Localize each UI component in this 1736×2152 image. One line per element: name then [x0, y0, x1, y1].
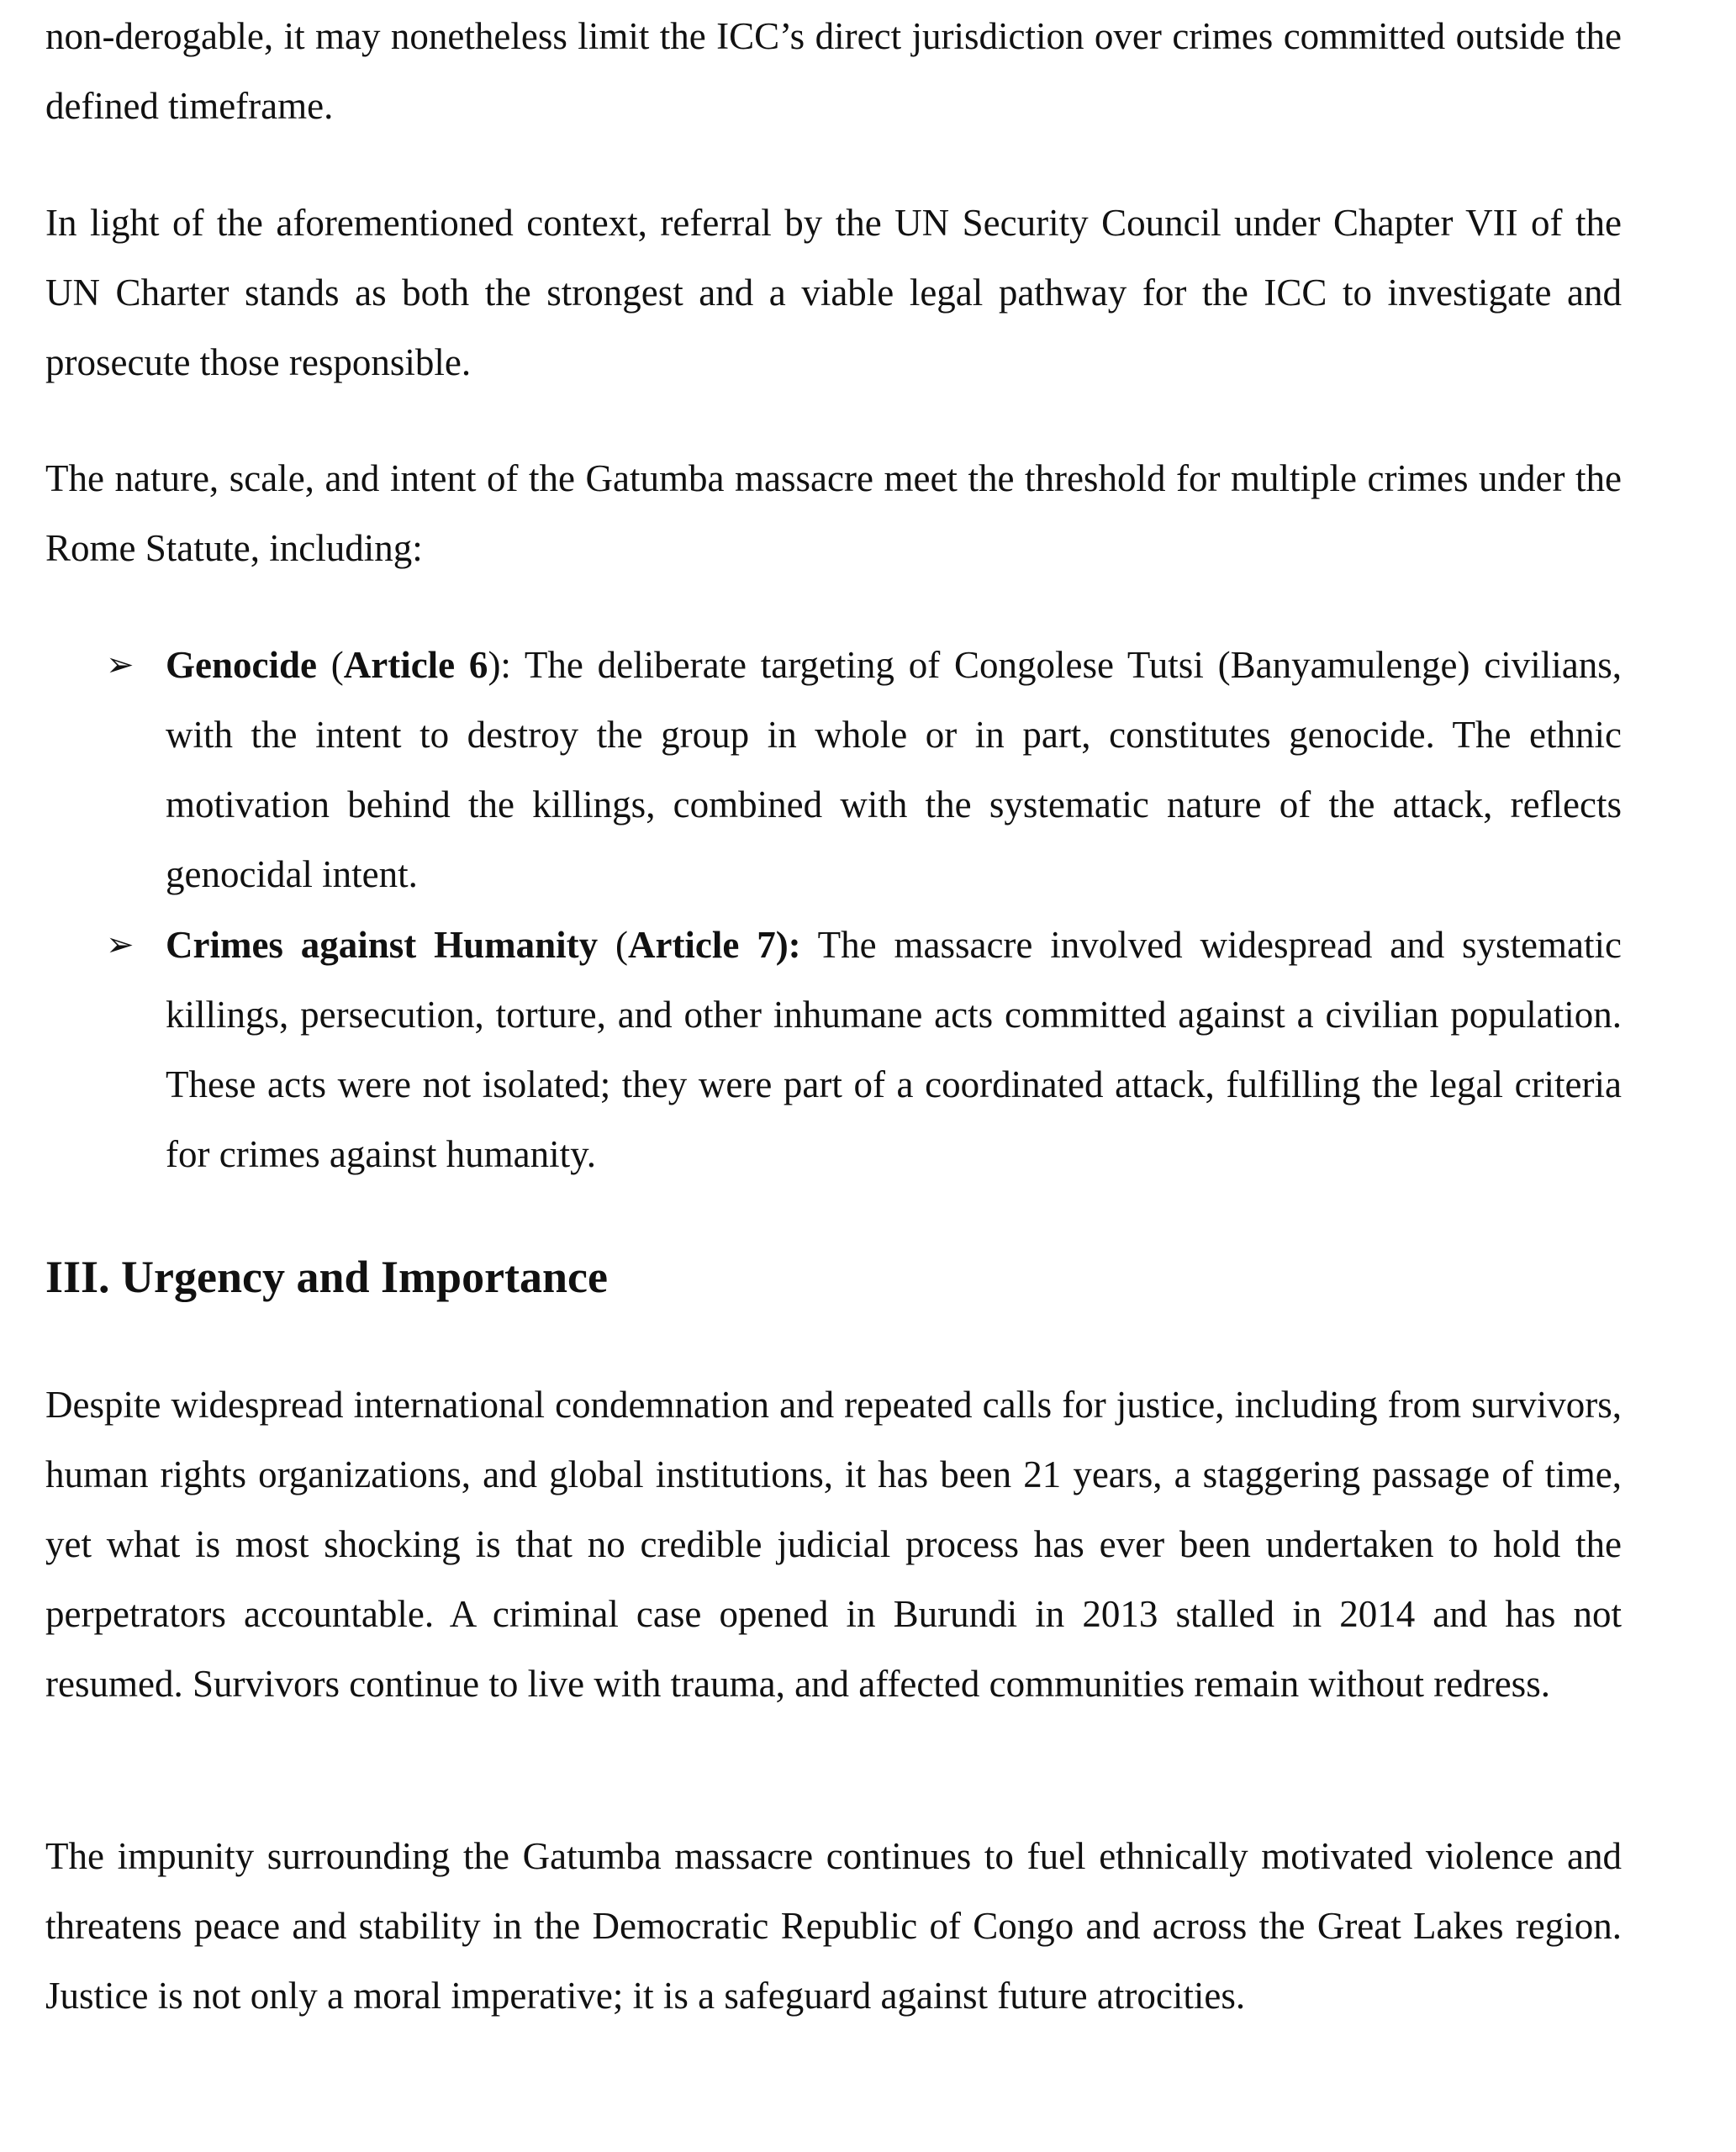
article-ref: Article 6: [343, 644, 488, 686]
list-item-text: [166, 910, 1622, 1189]
article-open: (: [316, 644, 344, 686]
section-heading: III. Urgency and Importance: [45, 1252, 608, 1302]
arrow-bullet-icon: ➢: [106, 926, 135, 964]
paragraph-crimes-intro: The nature, scale, and intent of the Gatumba massacre meet the threshold for multiple crimes under the Rome Statute, including:: [45, 457, 1622, 569]
paragraph-referral: In light of the aforementioned context, referral by the UN Security Council under Chapter VII of the UN Charter stands as both the strongest and a viable legal pathway for the ICC to investigate and prosecute those responsible.: [45, 202, 1622, 383]
paragraph-urgency: Despite widespread international condemnation and repeated calls for justice, including from survivors, human rights organizations, and global institutions, it has been 21 years, a staggering passage of time, yet what is most shocking is that no credible judicial process has ever been undertaken to hold the perpetrators accountable. A criminal case opened in Burundi in 2013 stalled in 2014 and has not resumed. Survivors continue to live with trauma, and affected communities remain without redress.: [45, 1384, 1622, 1705]
article-open: (: [598, 924, 628, 966]
paragraph-intro: non-derogable, it may nonetheless limit the ICC’s direct jurisdiction over crimes committed outside the defined timeframe.: [45, 15, 1622, 127]
crime-description: The deliberate targeting of Congolese Tutsi (Banyamulenge) civilians, with the intent to destroy the group in whole or in part, constitutes genocide. The ethnic motivation behind the killings, combined with the systematic nature of the attack, reflects genocidal intent.: [166, 644, 1622, 895]
list-item-crimes-against-humanity: [45, 910, 1622, 1189]
crime-description: The massacre involved widespread and systematic killings, persecution, torture, and other inhumane acts committed against a civilian population. These acts were not isolated; they were part of a coordinated attack, fulfilling the legal criteria for crimes against humanity.: [166, 924, 1622, 1175]
crime-term: Crimes against Humanity: [166, 924, 599, 966]
article-ref: Article 7):: [627, 924, 801, 966]
list-item-text: [166, 630, 1622, 910]
paragraph-impunity: The impunity surrounding the Gatumba massacre continues to fuel ethnically motivated violence and threatens peace and stability in the Democratic Republic of Congo and across the Great Lakes region. Justice is not only a moral imperative; it is a safeguard against future atrocities.: [45, 1835, 1622, 2017]
list-item-genocide: [45, 630, 1622, 910]
crime-term: Genocide: [166, 644, 317, 686]
crimes-list: [45, 630, 1622, 1190]
arrow-bullet-icon: ➢: [106, 646, 135, 684]
article-close: ):: [488, 644, 511, 686]
